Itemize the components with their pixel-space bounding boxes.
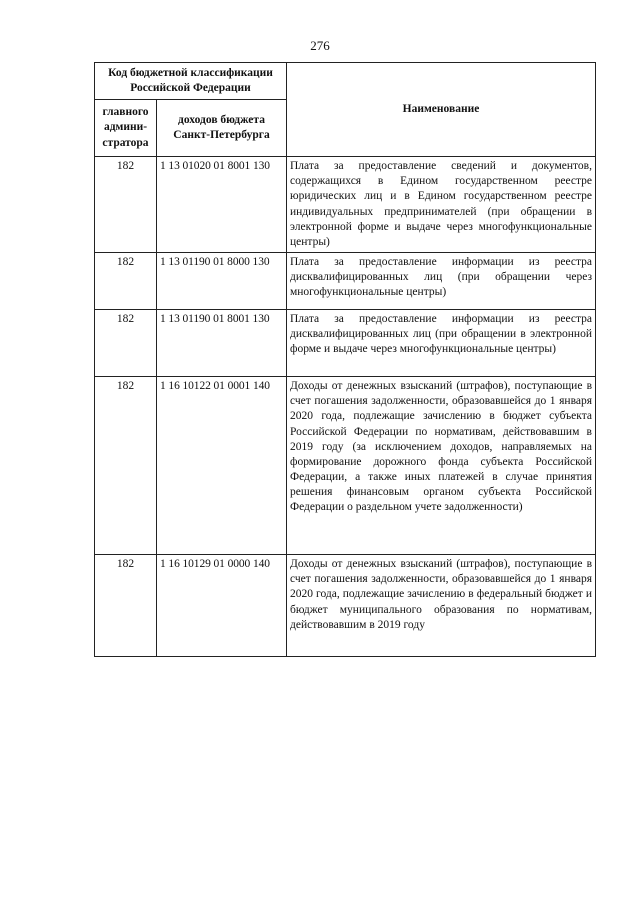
header-admin: главного админи-стратора bbox=[95, 100, 157, 157]
header-name: Наименование bbox=[287, 63, 596, 157]
row-name: Плата за предоставление сведений и документов, содержащихся в Едином государственном реестре юридических лиц и в Едином государственном реестре индивидуальных предпринимателей (при обращении в электронной форме и выдаче через многофункциональные центры) bbox=[287, 157, 596, 253]
row-income-code: 1 13 01190 01 8001 130 bbox=[157, 310, 287, 377]
row-admin-code: 182 bbox=[95, 310, 157, 377]
page-number: 276 bbox=[310, 38, 330, 53]
row-name: Доходы от денежных взысканий (штрафов), поступающие в счет погашения задолженности, образовавшейся до 1 января 2020 года, подлежащие зачислению в бюджет субъекта Российской Федерации по нормативам, действовавшим в 2019 году (за исключением доходов, направляемых на формирование дорожного фонда субъекта Российской Федерации, а также иных платежей в случае принятия решения финансовым органом субъекта Российской Федерации о раздельном учете задолженности) bbox=[287, 377, 596, 555]
table-row bbox=[95, 555, 596, 657]
table-row bbox=[95, 377, 596, 555]
row-admin-code: 182 bbox=[95, 253, 157, 310]
row-income-code: 1 13 01190 01 8000 130 bbox=[157, 253, 287, 310]
row-admin-code: 182 bbox=[95, 157, 157, 253]
row-admin-code: 182 bbox=[95, 377, 157, 555]
row-admin-code: 182 bbox=[95, 555, 157, 657]
budget-classification-table bbox=[94, 62, 596, 657]
row-name: Доходы от денежных взысканий (штрафов), поступающие в счет погашения задолженности, образовавшейся до 1 января 2020 года, подлежащие зачислению в федеральный бюджет и бюджет муниципального образования по нормативам, действовавшим в 2019 году bbox=[287, 555, 596, 657]
header-code: доходов бюджета Санкт-Петербурга bbox=[157, 100, 287, 157]
row-income-code: 1 16 10122 01 0001 140 bbox=[157, 377, 287, 555]
table-row bbox=[95, 310, 596, 377]
row-income-code: 1 13 01020 01 8001 130 bbox=[157, 157, 287, 253]
table-row bbox=[95, 253, 596, 310]
row-income-code: 1 16 10129 01 0000 140 bbox=[157, 555, 287, 657]
header-group-title: Код бюджетной классификации Российской Федерации bbox=[95, 63, 287, 100]
table-row bbox=[95, 157, 596, 253]
row-name: Плата за предоставление информации из реестра дисквалифицированных лиц (при обращении в электронной форме и выдаче через многофункциональные центры) bbox=[287, 310, 596, 377]
row-name: Плата за предоставление информации из реестра дисквалифицированных лиц (при обращении через многофункциональные центры) bbox=[287, 253, 596, 310]
